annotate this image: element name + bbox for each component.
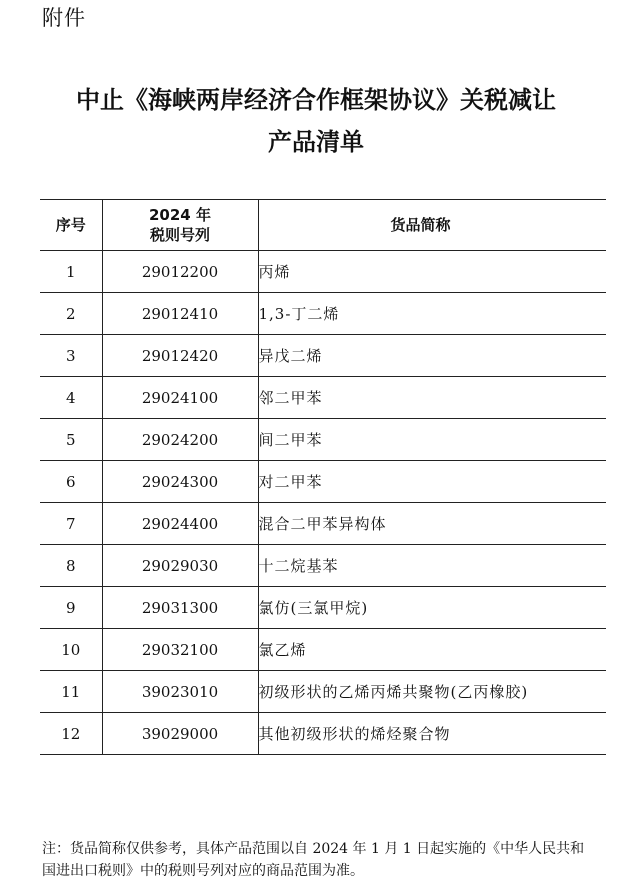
table-row xyxy=(40,713,606,755)
cell-serial-number: 9 xyxy=(40,587,102,629)
cell-serial-number: 7 xyxy=(40,503,102,545)
table-row xyxy=(40,671,606,713)
cell-tariff-code: 29024400 xyxy=(102,503,258,545)
cell-serial-number: 8 xyxy=(40,545,102,587)
header-serial-number: 序号 xyxy=(40,200,102,251)
cell-product-name: 邻二甲苯 xyxy=(258,377,606,419)
document-title-line1: 中止《海峡两岸经济合作框架协议》关税减让 xyxy=(76,85,556,114)
product-list-table xyxy=(40,199,606,755)
cell-product-name: 异戊二烯 xyxy=(258,335,606,377)
cell-serial-number: 4 xyxy=(40,377,102,419)
cell-tariff-code: 29029030 xyxy=(102,545,258,587)
cell-product-name: 其他初级形状的烯烃聚合物 xyxy=(258,713,606,755)
cell-serial-number: 11 xyxy=(40,671,102,713)
cell-serial-number: 12 xyxy=(40,713,102,755)
cell-tariff-code: 29024200 xyxy=(102,419,258,461)
header-tariff-code xyxy=(102,200,258,251)
header-tariff-code-year: 2024 年 xyxy=(149,206,211,224)
table-row xyxy=(40,629,606,671)
cell-product-name: 初级形状的乙烯丙烯共聚物(乙丙橡胶) xyxy=(258,671,606,713)
table-row xyxy=(40,251,606,293)
cell-product-name: 氯乙烯 xyxy=(258,629,606,671)
cell-serial-number: 2 xyxy=(40,293,102,335)
cell-product-name: 对二甲苯 xyxy=(258,461,606,503)
table-row xyxy=(40,335,606,377)
cell-product-name: 间二甲苯 xyxy=(258,419,606,461)
attachment-label: 附件 xyxy=(42,6,86,30)
cell-tariff-code: 29032100 xyxy=(102,629,258,671)
cell-serial-number: 10 xyxy=(40,629,102,671)
table-row xyxy=(40,293,606,335)
header-product-name: 货品简称 xyxy=(258,200,606,251)
cell-serial-number: 3 xyxy=(40,335,102,377)
table-row xyxy=(40,545,606,587)
table-row xyxy=(40,587,606,629)
table-header-row xyxy=(40,200,606,251)
table-row xyxy=(40,461,606,503)
table-row xyxy=(40,503,606,545)
cell-product-name: 丙烯 xyxy=(258,251,606,293)
cell-tariff-code: 29012200 xyxy=(102,251,258,293)
cell-serial-number: 5 xyxy=(40,419,102,461)
cell-tariff-code: 29012420 xyxy=(102,335,258,377)
cell-tariff-code: 39029000 xyxy=(102,713,258,755)
footnote: 注：货品简称仅供参考，具体产品范围以自 2024 年 1 月 1 日起实施的《中华人民共和国进出口税则》中的税则号列对应的商品范围为准。 xyxy=(42,841,585,879)
cell-product-name: 混合二甲苯异构体 xyxy=(258,503,606,545)
table-row xyxy=(40,419,606,461)
cell-tariff-code: 29024100 xyxy=(102,377,258,419)
table-row xyxy=(40,377,606,419)
cell-serial-number: 1 xyxy=(40,251,102,293)
cell-tariff-code: 29031300 xyxy=(102,587,258,629)
cell-tariff-code: 29024300 xyxy=(102,461,258,503)
document-title-line2: 产品清单 xyxy=(268,127,364,156)
header-tariff-code-label: 税则号列 xyxy=(149,226,210,244)
cell-product-name: 1,3-丁二烯 xyxy=(258,293,606,335)
cell-product-name: 十二烷基苯 xyxy=(258,545,606,587)
cell-serial-number: 6 xyxy=(40,461,102,503)
cell-tariff-code: 39023010 xyxy=(102,671,258,713)
cell-product-name: 氯仿(三氯甲烷) xyxy=(258,587,606,629)
cell-tariff-code: 29012410 xyxy=(102,293,258,335)
